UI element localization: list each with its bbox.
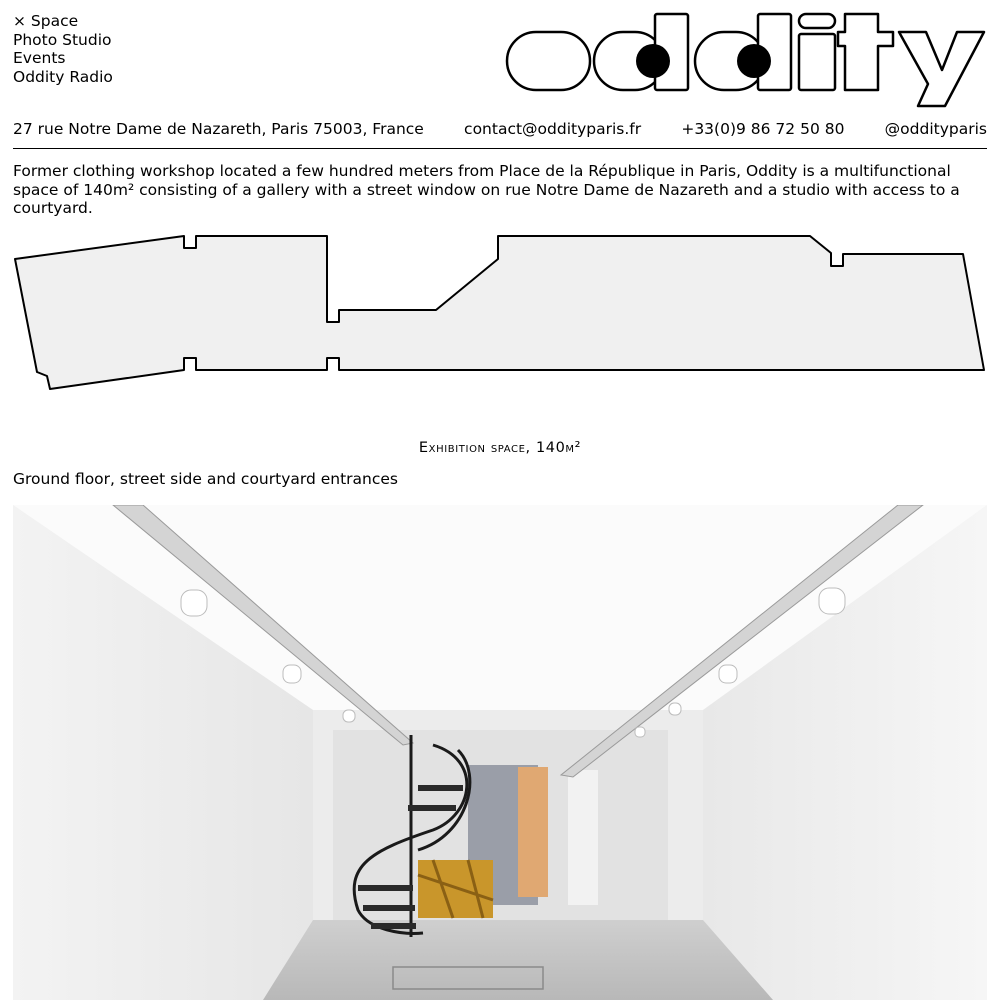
social-link[interactable]: @oddityparis	[884, 120, 987, 138]
site-nav	[13, 12, 113, 86]
intro-text: Former clothing workshop located a few hundred meters from Place de la République in Paris, Oddity is a multifunctional space of 140m² consisting of a gallery with a street window on rue Notre Dame de Nazareth and a studio with access to a courtyard.	[13, 162, 960, 217]
nav-item-oddity-radio[interactable]: Oddity Radio	[13, 67, 113, 86]
floor-plan	[0, 228, 1000, 398]
divider	[13, 148, 987, 149]
nav-item-space[interactable]: × Space	[13, 12, 79, 30]
gallery-photo	[13, 505, 987, 1000]
space-caption: Exhibition space, 140m²	[418, 440, 582, 456]
contact-bar	[13, 118, 987, 140]
logo-text: oddity	[505, 107, 509, 108]
oddity-logo[interactable]	[505, 12, 988, 108]
nav-item-events[interactable]: Events	[13, 49, 66, 67]
space-subcaption: Ground floor, street side and courtyard entrances	[13, 470, 399, 488]
floor-plan-outline	[15, 236, 984, 389]
address: 27 rue Notre Dame de Nazareth, Paris 75003, France	[13, 120, 424, 138]
email-link[interactable]: contact@oddityparis.fr	[464, 120, 642, 138]
nav-item-photo-studio[interactable]: Photo Studio	[13, 30, 112, 49]
phone-link[interactable]: +33(0)9 86 72 50 80	[681, 120, 845, 138]
